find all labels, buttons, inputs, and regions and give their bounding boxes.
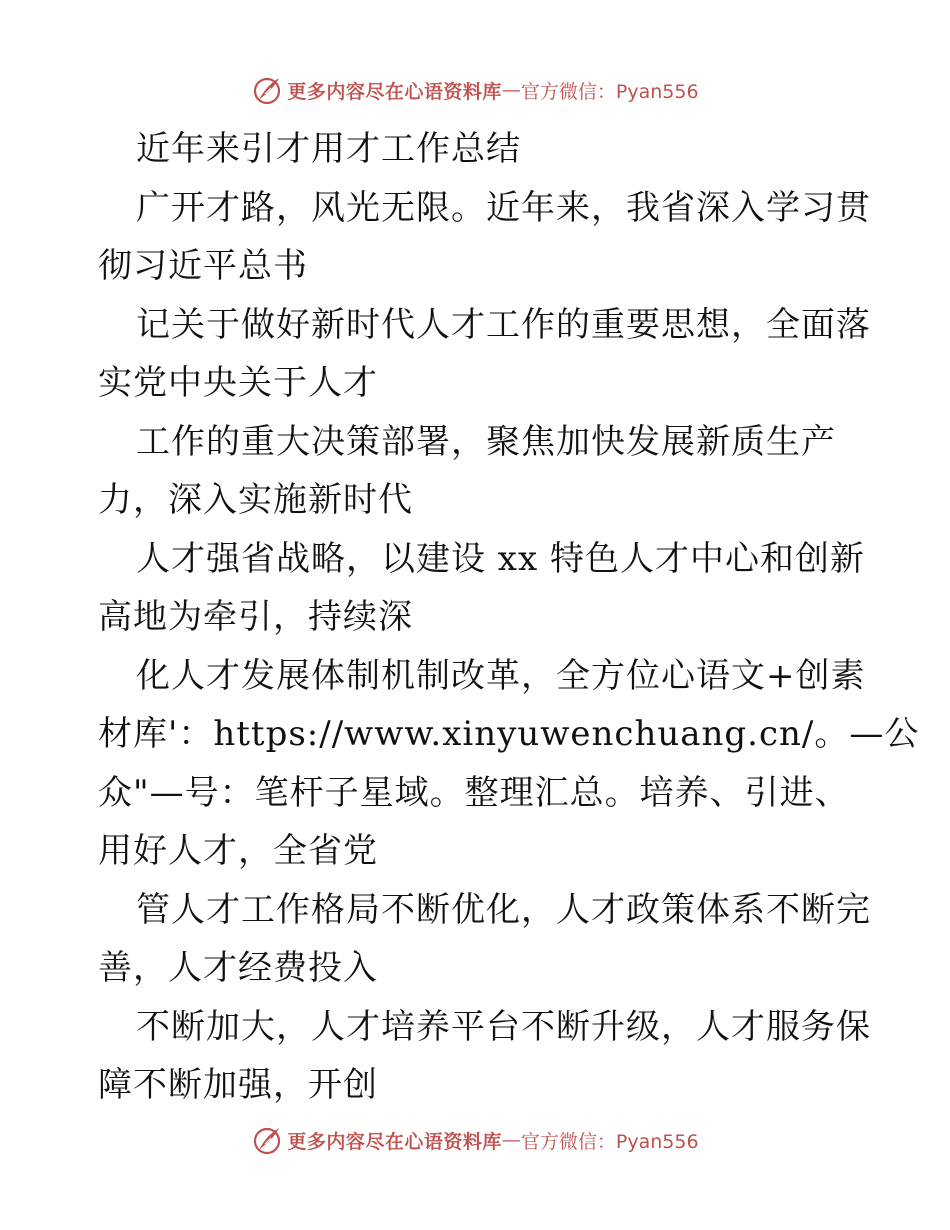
banner-main-text: 更多内容尽在心语资料库 <box>287 80 502 103</box>
document-title: 近年来引才用才工作总结 <box>136 129 521 169</box>
paragraph-line: 人才强省战略，以建设 xx 特色人才中心和创新 <box>136 538 865 579</box>
banner-wechat-label: 官方微信：Pyan556 <box>520 1130 699 1153</box>
paragraph-line: 记关于做好新时代人才工作的重要思想，全面落 <box>136 304 871 345</box>
banner-separator: — <box>501 1129 521 1151</box>
paragraph-line: 彻习近平总书 <box>98 246 308 286</box>
feather-pen-logo-icon <box>251 1124 283 1156</box>
paragraph-line: 善，人才经费投入 <box>98 948 378 988</box>
banner-wechat-label: 官方微信：Pyan556 <box>520 80 699 103</box>
banner-separator: — <box>501 79 521 101</box>
paragraph-line: 工作的重大决策部署，聚焦加快发展新质生产 <box>136 421 836 462</box>
paragraph-line: 管人才工作格局不断优化，人才政策体系不断完 <box>136 889 871 930</box>
paragraph-line: 广开才路，风光无限。近年来，我省深入学习贯 <box>136 187 871 228</box>
paragraph-line: 众"—号：笔杆子星域。整理汇总。培养、引进、 <box>98 772 850 813</box>
paragraph-line: 力，深入实施新时代 <box>98 480 413 520</box>
paragraph-line: 障不断加强，开创 <box>98 1065 378 1105</box>
paragraph-line: 化人才发展体制机制改革，全方位心语文+创素 <box>136 655 866 696</box>
paragraph-line: 材库'：https://www.xinyuwenchuang.cn/。—公 <box>98 714 920 754</box>
paragraph-line: 高地为牵引，持续深 <box>98 597 413 637</box>
paragraph-line: 用好人才，全省党 <box>98 831 378 871</box>
paragraph-line: 不断加大，人才培养平台不断升级，人才服务保 <box>136 1006 871 1047</box>
footer-banner <box>0 1122 950 1158</box>
paragraph-line: 实党中央关于人才 <box>98 363 378 403</box>
document-body <box>98 120 920 1115</box>
feather-pen-logo-icon <box>251 74 283 106</box>
banner-main-text: 更多内容尽在心语资料库 <box>287 1130 502 1153</box>
header-banner <box>0 72 950 108</box>
